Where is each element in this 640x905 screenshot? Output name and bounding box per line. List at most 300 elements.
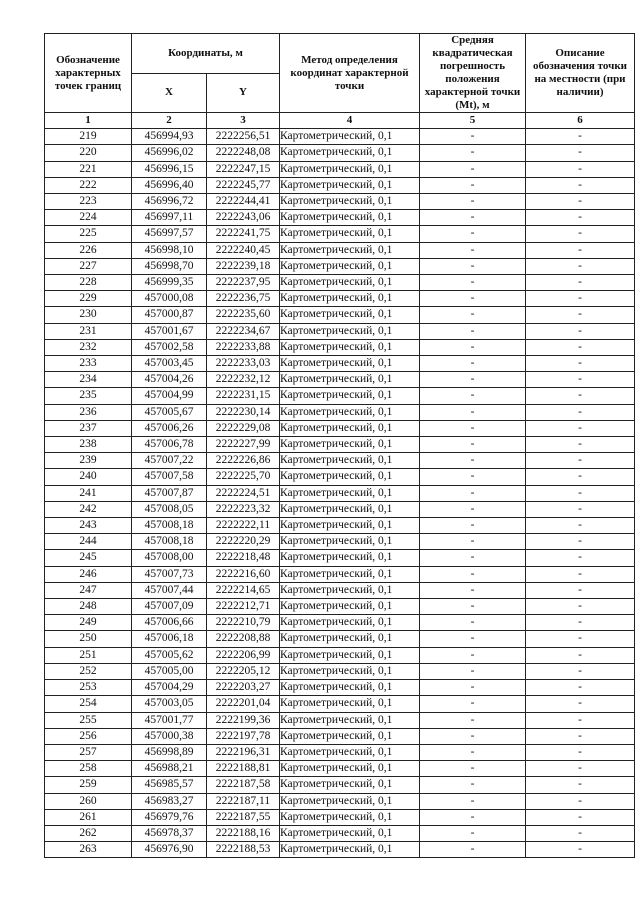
description-cell: - bbox=[526, 339, 635, 355]
y-coordinate-cell: 2222188,16 bbox=[207, 825, 280, 841]
point-number-cell: 230 bbox=[45, 307, 132, 323]
x-coordinate-cell: 457001,67 bbox=[132, 323, 207, 339]
error-cell: - bbox=[420, 485, 526, 501]
description-cell: - bbox=[526, 566, 635, 582]
x-coordinate-cell: 457001,77 bbox=[132, 712, 207, 728]
error-cell: - bbox=[420, 275, 526, 291]
point-number-cell: 247 bbox=[45, 582, 132, 598]
point-number-cell: 251 bbox=[45, 647, 132, 663]
table-row bbox=[45, 550, 635, 566]
method-cell: Картометрический, 0,1 bbox=[280, 793, 420, 809]
column-index: 2 bbox=[132, 113, 207, 129]
point-number-cell: 228 bbox=[45, 275, 132, 291]
table-row bbox=[45, 566, 635, 582]
description-cell: - bbox=[526, 356, 635, 372]
method-cell: Картометрический, 0,1 bbox=[280, 194, 420, 210]
x-coordinate-cell: 456997,11 bbox=[132, 210, 207, 226]
description-cell: - bbox=[526, 307, 635, 323]
point-number-cell: 238 bbox=[45, 437, 132, 453]
y-coordinate-cell: 2222205,12 bbox=[207, 663, 280, 679]
error-cell: - bbox=[420, 291, 526, 307]
point-number-cell: 255 bbox=[45, 712, 132, 728]
method-cell: Картометрический, 0,1 bbox=[280, 226, 420, 242]
error-cell: - bbox=[420, 566, 526, 582]
x-coordinate-cell: 457006,26 bbox=[132, 420, 207, 436]
x-coordinate-cell: 457007,22 bbox=[132, 453, 207, 469]
point-number-cell: 221 bbox=[45, 161, 132, 177]
table-row bbox=[45, 582, 635, 598]
error-cell: - bbox=[420, 501, 526, 517]
method-cell: Картометрический, 0,1 bbox=[280, 420, 420, 436]
table-row bbox=[45, 744, 635, 760]
y-coordinate-cell: 2222187,58 bbox=[207, 777, 280, 793]
x-coordinate-cell: 456996,72 bbox=[132, 194, 207, 210]
y-coordinate-cell: 2222244,41 bbox=[207, 194, 280, 210]
x-coordinate-cell: 457007,09 bbox=[132, 599, 207, 615]
y-coordinate-cell: 2222187,11 bbox=[207, 793, 280, 809]
error-cell: - bbox=[420, 194, 526, 210]
method-cell: Картометрический, 0,1 bbox=[280, 550, 420, 566]
y-coordinate-cell: 2222237,95 bbox=[207, 275, 280, 291]
error-cell: - bbox=[420, 534, 526, 550]
x-coordinate-cell: 456998,10 bbox=[132, 242, 207, 258]
point-number-cell: 222 bbox=[45, 177, 132, 193]
y-coordinate-cell: 2222234,67 bbox=[207, 323, 280, 339]
header-description: Описание обозначения точки на местности (при наличии) bbox=[526, 34, 635, 113]
table-row bbox=[45, 404, 635, 420]
description-cell: - bbox=[526, 145, 635, 161]
method-cell: Картометрический, 0,1 bbox=[280, 809, 420, 825]
coordinates-table bbox=[44, 33, 635, 858]
description-cell: - bbox=[526, 696, 635, 712]
x-coordinate-cell: 457005,00 bbox=[132, 663, 207, 679]
table-row bbox=[45, 453, 635, 469]
table-row bbox=[45, 599, 635, 615]
y-coordinate-cell: 2222225,70 bbox=[207, 469, 280, 485]
error-cell: - bbox=[420, 744, 526, 760]
point-number-cell: 236 bbox=[45, 404, 132, 420]
table-row bbox=[45, 388, 635, 404]
description-cell: - bbox=[526, 761, 635, 777]
description-cell: - bbox=[526, 501, 635, 517]
x-coordinate-cell: 457008,18 bbox=[132, 534, 207, 550]
method-cell: Картометрический, 0,1 bbox=[280, 307, 420, 323]
method-cell: Картометрический, 0,1 bbox=[280, 534, 420, 550]
table-row bbox=[45, 177, 635, 193]
y-coordinate-cell: 2222245,77 bbox=[207, 177, 280, 193]
table-row bbox=[45, 842, 635, 858]
table-row bbox=[45, 647, 635, 663]
table-row bbox=[45, 534, 635, 550]
point-number-cell: 248 bbox=[45, 599, 132, 615]
error-cell: - bbox=[420, 258, 526, 274]
table-row bbox=[45, 307, 635, 323]
point-number-cell: 226 bbox=[45, 242, 132, 258]
x-coordinate-cell: 457002,58 bbox=[132, 339, 207, 355]
x-coordinate-cell: 456998,70 bbox=[132, 258, 207, 274]
error-cell: - bbox=[420, 842, 526, 858]
error-cell: - bbox=[420, 777, 526, 793]
x-coordinate-cell: 456996,40 bbox=[132, 177, 207, 193]
error-cell: - bbox=[420, 388, 526, 404]
method-cell: Картометрический, 0,1 bbox=[280, 566, 420, 582]
method-cell: Картометрический, 0,1 bbox=[280, 761, 420, 777]
y-coordinate-cell: 2222229,08 bbox=[207, 420, 280, 436]
point-number-cell: 252 bbox=[45, 663, 132, 679]
y-coordinate-cell: 2222188,53 bbox=[207, 842, 280, 858]
y-coordinate-cell: 2222224,51 bbox=[207, 485, 280, 501]
table-row bbox=[45, 615, 635, 631]
y-coordinate-cell: 2222222,11 bbox=[207, 518, 280, 534]
table-row bbox=[45, 210, 635, 226]
description-cell: - bbox=[526, 550, 635, 566]
description-cell: - bbox=[526, 744, 635, 760]
x-coordinate-cell: 456996,02 bbox=[132, 145, 207, 161]
description-cell: - bbox=[526, 663, 635, 679]
method-cell: Картометрический, 0,1 bbox=[280, 712, 420, 728]
y-coordinate-cell: 2222218,48 bbox=[207, 550, 280, 566]
x-coordinate-cell: 457000,87 bbox=[132, 307, 207, 323]
point-number-cell: 259 bbox=[45, 777, 132, 793]
table-row bbox=[45, 291, 635, 307]
method-cell: Картометрический, 0,1 bbox=[280, 145, 420, 161]
x-coordinate-cell: 456999,35 bbox=[132, 275, 207, 291]
table-body bbox=[45, 129, 635, 858]
method-cell: Картометрический, 0,1 bbox=[280, 631, 420, 647]
y-coordinate-cell: 2222231,15 bbox=[207, 388, 280, 404]
table-row bbox=[45, 501, 635, 517]
y-coordinate-cell: 2222220,29 bbox=[207, 534, 280, 550]
x-coordinate-cell: 457004,26 bbox=[132, 372, 207, 388]
error-cell: - bbox=[420, 226, 526, 242]
y-coordinate-cell: 2222233,03 bbox=[207, 356, 280, 372]
method-cell: Картометрический, 0,1 bbox=[280, 356, 420, 372]
point-number-cell: 243 bbox=[45, 518, 132, 534]
x-coordinate-cell: 456978,37 bbox=[132, 825, 207, 841]
description-cell: - bbox=[526, 534, 635, 550]
point-number-cell: 249 bbox=[45, 615, 132, 631]
x-coordinate-cell: 456985,57 bbox=[132, 777, 207, 793]
point-number-cell: 229 bbox=[45, 291, 132, 307]
point-number-cell: 256 bbox=[45, 728, 132, 744]
description-cell: - bbox=[526, 291, 635, 307]
description-cell: - bbox=[526, 599, 635, 615]
error-cell: - bbox=[420, 728, 526, 744]
x-coordinate-cell: 456988,21 bbox=[132, 761, 207, 777]
description-cell: - bbox=[526, 129, 635, 145]
error-cell: - bbox=[420, 307, 526, 323]
point-number-cell: 220 bbox=[45, 145, 132, 161]
y-coordinate-cell: 2222208,88 bbox=[207, 631, 280, 647]
method-cell: Картометрический, 0,1 bbox=[280, 599, 420, 615]
table-row bbox=[45, 420, 635, 436]
point-number-cell: 263 bbox=[45, 842, 132, 858]
column-index: 3 bbox=[207, 113, 280, 129]
description-cell: - bbox=[526, 388, 635, 404]
table-row bbox=[45, 728, 635, 744]
point-number-cell: 246 bbox=[45, 566, 132, 582]
table-row bbox=[45, 323, 635, 339]
header-y: Y bbox=[207, 73, 280, 113]
method-cell: Картометрический, 0,1 bbox=[280, 777, 420, 793]
description-cell: - bbox=[526, 453, 635, 469]
point-number-cell: 231 bbox=[45, 323, 132, 339]
method-cell: Картометрический, 0,1 bbox=[280, 275, 420, 291]
description-cell: - bbox=[526, 242, 635, 258]
point-number-cell: 233 bbox=[45, 356, 132, 372]
y-coordinate-cell: 2222206,99 bbox=[207, 647, 280, 663]
y-coordinate-cell: 2222226,86 bbox=[207, 453, 280, 469]
error-cell: - bbox=[420, 712, 526, 728]
point-number-cell: 240 bbox=[45, 469, 132, 485]
x-coordinate-cell: 457007,44 bbox=[132, 582, 207, 598]
y-coordinate-cell: 2222212,71 bbox=[207, 599, 280, 615]
method-cell: Картометрический, 0,1 bbox=[280, 582, 420, 598]
error-cell: - bbox=[420, 145, 526, 161]
description-cell: - bbox=[526, 631, 635, 647]
error-cell: - bbox=[420, 437, 526, 453]
error-cell: - bbox=[420, 761, 526, 777]
y-coordinate-cell: 2222241,75 bbox=[207, 226, 280, 242]
description-cell: - bbox=[526, 420, 635, 436]
error-cell: - bbox=[420, 356, 526, 372]
table-row bbox=[45, 258, 635, 274]
method-cell: Картометрический, 0,1 bbox=[280, 388, 420, 404]
point-number-cell: 237 bbox=[45, 420, 132, 436]
x-coordinate-cell: 457007,87 bbox=[132, 485, 207, 501]
method-cell: Картометрический, 0,1 bbox=[280, 615, 420, 631]
y-coordinate-cell: 2222256,51 bbox=[207, 129, 280, 145]
y-coordinate-cell: 2222239,18 bbox=[207, 258, 280, 274]
table-row bbox=[45, 631, 635, 647]
column-index: 1 bbox=[45, 113, 132, 129]
description-cell: - bbox=[526, 777, 635, 793]
table-row bbox=[45, 356, 635, 372]
x-coordinate-cell: 457005,67 bbox=[132, 404, 207, 420]
point-number-cell: 235 bbox=[45, 388, 132, 404]
table-row bbox=[45, 194, 635, 210]
description-cell: - bbox=[526, 437, 635, 453]
x-coordinate-cell: 456979,76 bbox=[132, 809, 207, 825]
table-row bbox=[45, 712, 635, 728]
table-row bbox=[45, 242, 635, 258]
point-number-cell: 260 bbox=[45, 793, 132, 809]
description-cell: - bbox=[526, 226, 635, 242]
error-cell: - bbox=[420, 550, 526, 566]
error-cell: - bbox=[420, 129, 526, 145]
description-cell: - bbox=[526, 615, 635, 631]
description-cell: - bbox=[526, 194, 635, 210]
table-row bbox=[45, 437, 635, 453]
x-coordinate-cell: 457006,78 bbox=[132, 437, 207, 453]
table-row bbox=[45, 129, 635, 145]
header-point: Обозначение характерных точек границ bbox=[45, 34, 132, 113]
column-index: 6 bbox=[526, 113, 635, 129]
error-cell: - bbox=[420, 793, 526, 809]
method-cell: Картометрический, 0,1 bbox=[280, 728, 420, 744]
error-cell: - bbox=[420, 177, 526, 193]
x-coordinate-cell: 457005,62 bbox=[132, 647, 207, 663]
error-cell: - bbox=[420, 663, 526, 679]
x-coordinate-cell: 457000,08 bbox=[132, 291, 207, 307]
description-cell: - bbox=[526, 404, 635, 420]
x-coordinate-cell: 457006,66 bbox=[132, 615, 207, 631]
table-row bbox=[45, 161, 635, 177]
y-coordinate-cell: 2222214,65 bbox=[207, 582, 280, 598]
x-coordinate-cell: 457008,05 bbox=[132, 501, 207, 517]
point-number-cell: 241 bbox=[45, 485, 132, 501]
point-number-cell: 242 bbox=[45, 501, 132, 517]
description-cell: - bbox=[526, 582, 635, 598]
point-number-cell: 258 bbox=[45, 761, 132, 777]
error-cell: - bbox=[420, 825, 526, 841]
x-coordinate-cell: 457007,58 bbox=[132, 469, 207, 485]
method-cell: Картометрический, 0,1 bbox=[280, 210, 420, 226]
y-coordinate-cell: 2222247,15 bbox=[207, 161, 280, 177]
error-cell: - bbox=[420, 161, 526, 177]
x-coordinate-cell: 457000,38 bbox=[132, 728, 207, 744]
point-number-cell: 223 bbox=[45, 194, 132, 210]
method-cell: Картометрический, 0,1 bbox=[280, 242, 420, 258]
method-cell: Картометрический, 0,1 bbox=[280, 842, 420, 858]
point-number-cell: 224 bbox=[45, 210, 132, 226]
error-cell: - bbox=[420, 420, 526, 436]
x-coordinate-cell: 457008,00 bbox=[132, 550, 207, 566]
y-coordinate-cell: 2222243,06 bbox=[207, 210, 280, 226]
point-number-cell: 250 bbox=[45, 631, 132, 647]
y-coordinate-cell: 2222232,12 bbox=[207, 372, 280, 388]
column-index: 4 bbox=[280, 113, 420, 129]
x-coordinate-cell: 456983,27 bbox=[132, 793, 207, 809]
x-coordinate-cell: 456997,57 bbox=[132, 226, 207, 242]
point-number-cell: 262 bbox=[45, 825, 132, 841]
x-coordinate-cell: 457007,73 bbox=[132, 566, 207, 582]
error-cell: - bbox=[420, 809, 526, 825]
error-cell: - bbox=[420, 372, 526, 388]
method-cell: Картометрический, 0,1 bbox=[280, 696, 420, 712]
header-error: Средняя квадратическая погрешность положения характерной точки (Mt), м bbox=[420, 34, 526, 113]
method-cell: Картометрический, 0,1 bbox=[280, 291, 420, 307]
table-row bbox=[45, 226, 635, 242]
method-cell: Картометрический, 0,1 bbox=[280, 161, 420, 177]
method-cell: Картометрический, 0,1 bbox=[280, 323, 420, 339]
y-coordinate-cell: 2222196,31 bbox=[207, 744, 280, 760]
description-cell: - bbox=[526, 793, 635, 809]
description-cell: - bbox=[526, 712, 635, 728]
y-coordinate-cell: 2222230,14 bbox=[207, 404, 280, 420]
method-cell: Картометрический, 0,1 bbox=[280, 129, 420, 145]
error-cell: - bbox=[420, 696, 526, 712]
x-coordinate-cell: 457003,05 bbox=[132, 696, 207, 712]
error-cell: - bbox=[420, 599, 526, 615]
x-coordinate-cell: 457008,18 bbox=[132, 518, 207, 534]
y-coordinate-cell: 2222203,27 bbox=[207, 680, 280, 696]
error-cell: - bbox=[420, 582, 526, 598]
description-cell: - bbox=[526, 518, 635, 534]
y-coordinate-cell: 2222240,45 bbox=[207, 242, 280, 258]
point-number-cell: 253 bbox=[45, 680, 132, 696]
method-cell: Картометрический, 0,1 bbox=[280, 437, 420, 453]
y-coordinate-cell: 2222235,60 bbox=[207, 307, 280, 323]
x-coordinate-cell: 457004,99 bbox=[132, 388, 207, 404]
table-row bbox=[45, 825, 635, 841]
description-cell: - bbox=[526, 372, 635, 388]
y-coordinate-cell: 2222248,08 bbox=[207, 145, 280, 161]
description-cell: - bbox=[526, 842, 635, 858]
table-row bbox=[45, 145, 635, 161]
description-cell: - bbox=[526, 161, 635, 177]
point-number-cell: 232 bbox=[45, 339, 132, 355]
point-number-cell: 245 bbox=[45, 550, 132, 566]
description-cell: - bbox=[526, 177, 635, 193]
method-cell: Картометрический, 0,1 bbox=[280, 453, 420, 469]
x-coordinate-cell: 457003,45 bbox=[132, 356, 207, 372]
table-row bbox=[45, 777, 635, 793]
table-row bbox=[45, 518, 635, 534]
error-cell: - bbox=[420, 469, 526, 485]
table-row bbox=[45, 696, 635, 712]
point-number-cell: 219 bbox=[45, 129, 132, 145]
header-coords: Координаты, м bbox=[132, 34, 280, 74]
point-number-cell: 239 bbox=[45, 453, 132, 469]
point-number-cell: 234 bbox=[45, 372, 132, 388]
y-coordinate-cell: 2222188,81 bbox=[207, 761, 280, 777]
column-index: 5 bbox=[420, 113, 526, 129]
table-row bbox=[45, 809, 635, 825]
error-cell: - bbox=[420, 242, 526, 258]
method-cell: Картометрический, 0,1 bbox=[280, 339, 420, 355]
method-cell: Картометрический, 0,1 bbox=[280, 485, 420, 501]
header-x: X bbox=[132, 73, 207, 113]
method-cell: Картометрический, 0,1 bbox=[280, 372, 420, 388]
y-coordinate-cell: 2222216,60 bbox=[207, 566, 280, 582]
x-coordinate-cell: 456994,93 bbox=[132, 129, 207, 145]
method-cell: Картометрический, 0,1 bbox=[280, 825, 420, 841]
table-row bbox=[45, 485, 635, 501]
description-cell: - bbox=[526, 275, 635, 291]
table-row bbox=[45, 469, 635, 485]
y-coordinate-cell: 2222199,36 bbox=[207, 712, 280, 728]
error-cell: - bbox=[420, 339, 526, 355]
point-number-cell: 227 bbox=[45, 258, 132, 274]
description-cell: - bbox=[526, 680, 635, 696]
description-cell: - bbox=[526, 210, 635, 226]
method-cell: Картометрический, 0,1 bbox=[280, 501, 420, 517]
error-cell: - bbox=[420, 323, 526, 339]
table-row bbox=[45, 663, 635, 679]
y-coordinate-cell: 2222187,55 bbox=[207, 809, 280, 825]
method-cell: Картометрический, 0,1 bbox=[280, 258, 420, 274]
method-cell: Картометрический, 0,1 bbox=[280, 177, 420, 193]
description-cell: - bbox=[526, 728, 635, 744]
description-cell: - bbox=[526, 469, 635, 485]
method-cell: Картометрический, 0,1 bbox=[280, 647, 420, 663]
y-coordinate-cell: 2222201,04 bbox=[207, 696, 280, 712]
point-number-cell: 261 bbox=[45, 809, 132, 825]
table-row bbox=[45, 793, 635, 809]
table-row bbox=[45, 680, 635, 696]
point-number-cell: 257 bbox=[45, 744, 132, 760]
x-coordinate-cell: 457006,18 bbox=[132, 631, 207, 647]
error-cell: - bbox=[420, 453, 526, 469]
x-coordinate-cell: 456976,90 bbox=[132, 842, 207, 858]
error-cell: - bbox=[420, 518, 526, 534]
method-cell: Картометрический, 0,1 bbox=[280, 680, 420, 696]
column-index-row bbox=[45, 113, 635, 129]
x-coordinate-cell: 456998,89 bbox=[132, 744, 207, 760]
y-coordinate-cell: 2222233,88 bbox=[207, 339, 280, 355]
y-coordinate-cell: 2222227,99 bbox=[207, 437, 280, 453]
